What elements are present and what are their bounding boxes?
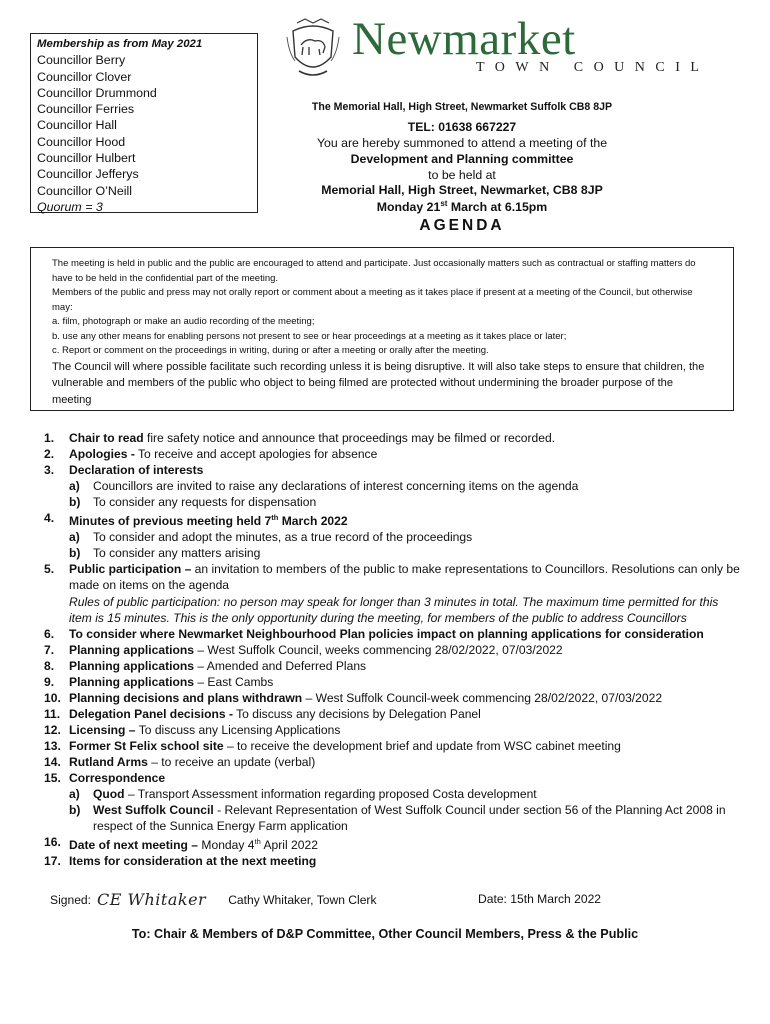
telephone: TEL: 01638 667227 <box>407 120 517 134</box>
member-name: Councillor O’Neill <box>37 183 133 198</box>
committee-name: Development and Planning committee <box>350 152 574 166</box>
clerk-name: Cathy Whitaker, Town Clerk <box>228 892 377 907</box>
member-name: Councillor Hall <box>37 118 117 133</box>
agenda-item: 14. Rutland Arms – to receive an update (verbal) <box>44 754 316 769</box>
agenda-item: 13. Former St Felix school site – to receive the development brief and update from WSC cabinet meeting <box>44 738 621 753</box>
logo-name: Newmarket <box>352 13 576 65</box>
venue: Memorial Hall, High Street, Newmarket, CB8 8JP <box>321 183 603 197</box>
public-notice-box <box>30 247 734 411</box>
agenda-item: 6. To consider where Newmarket Neighbourhood Plan policies impact on planning applications for consideration <box>44 626 704 641</box>
agenda-item: 7. Planning applications – West Suffolk Council, weeks commencing 28/02/2022, 07/03/2022 <box>44 642 563 657</box>
signature-row <box>50 890 377 909</box>
agenda-subitem: b) West Suffolk Council - Relevant Representation of West Suffolk Council under section 56 of the Planning Act 2008 in respect of the Sunnica Energy Farm application <box>69 803 726 834</box>
distribution-line: To: Chair & Members of D&P Committee, Other Council Members, Press & the Public <box>131 927 639 941</box>
member-name: Councillor Jefferys <box>37 167 139 182</box>
meeting-date: Monday 21st March at 6.15pm <box>376 199 548 215</box>
member-name: Councillor Drummond <box>37 85 157 100</box>
agenda-item: 16. Date of next meeting – Monday 4th April 2022 <box>44 835 318 853</box>
agenda-item: 8. Planning applications – Amended and Deferred Plans <box>44 658 367 673</box>
agenda-subitem: b) To consider any requests for dispensation <box>69 495 317 510</box>
membership-box <box>30 33 258 213</box>
agenda-item: 12. Licensing – To discuss any Licensing Applications <box>44 722 341 737</box>
agenda-item: 10. Planning decisions and plans withdrawn – West Suffolk Council-week commencing 28/02/2022, 07/03/2022 <box>44 690 663 705</box>
notice-item: c. Report or comment on the proceedings in writing, during or after a meeting or orally after the meeting. <box>52 345 489 356</box>
agenda-title: AGENDA <box>419 217 505 234</box>
member-name: Councillor Berry <box>37 53 126 68</box>
membership-heading: Membership as from May 2021 <box>37 38 203 50</box>
held-at: to be held at <box>428 168 496 182</box>
member-name: Councillor Hood <box>37 134 126 149</box>
agenda-item: 3. Declaration of interests <box>44 463 204 478</box>
notice-paragraph: The meeting is held in public and the public are encouraged to attend and participate. Just occasionally matters such as contractual or staffing matters do have to be held in the confidential part of the meeting. <box>52 258 696 284</box>
signature: CE Whitaker <box>97 890 207 909</box>
participation-rules: Rules of public participation: no person may speak for longer than 3 minutes in total. The maximum time permitted for this item is 15 minutes. This is the only opportunity during the meeting, for members of the public to address Councillors <box>69 594 719 625</box>
logo-subtitle: TOWN COUNCIL <box>476 60 710 75</box>
agenda-subitem: b) To consider any matters arising <box>69 546 261 561</box>
agenda-item: 11. Delegation Panel decisions - To discuss any decisions by Delegation Panel <box>44 706 481 721</box>
summons-text: You are hereby summoned to attend a meeting of the <box>316 136 608 150</box>
agenda-item: 15. Correspondence <box>44 771 166 786</box>
member-name: Councillor Ferries <box>37 102 135 117</box>
agenda-subitem: a) Quod – Transport Assessment information regarding proposed Costa development <box>69 787 537 802</box>
agenda-item: 4. Minutes of previous meeting held 7th March 2022 <box>44 511 348 529</box>
notice-item: b. use any other means for enabling persons not present to see or hear proceedings at a meeting as it takes place or later; <box>52 330 567 342</box>
address: The Memorial Hall, High Street, Newmarket Suffolk CB8 8JP <box>311 101 613 113</box>
signed-label: Signed: <box>50 892 92 907</box>
agenda-subitem: a) To consider and adopt the minutes, as a true record of the proceedings <box>69 530 473 545</box>
notice-item: a. film, photograph or make an audio recording of the meeting; <box>52 316 315 327</box>
council-crest-icon <box>285 17 341 81</box>
quorum: Quorum = 3 <box>37 199 103 214</box>
agenda-item: 5. Public participation – an invitation to members of the public to make representations to Councillors. Resolutions can only be made on items on the agenda <box>44 562 740 593</box>
member-name: Councillor Clover <box>37 69 132 84</box>
agenda-item: 2. Apologies - To receive and accept apologies for absence <box>44 447 378 462</box>
agenda-item: 17. Items for consideration at the next meeting <box>44 854 317 869</box>
signed-date: Date: 15th March 2022 <box>478 892 602 906</box>
member-name: Councillor Hulbert <box>37 151 136 166</box>
agenda-item: 9. Planning applications – East Cambs <box>44 674 274 689</box>
agenda-list <box>44 430 744 869</box>
agenda-item: 1. Chair to read fire safety notice and announce that proceedings may be filmed or recorded. <box>44 431 556 445</box>
notice-paragraph: The Council will where possible facilitate such recording unless it is being disruptive. It will also take steps to ensure that children, the vulnerable and members of the public who object to being filmed are protected without undermining the broader purpose of the meeting <box>52 360 705 406</box>
agenda-subitem: a) Councillors are invited to raise any declarations of interest concerning items on the agenda <box>69 479 579 494</box>
notice-paragraph: Members of the public and press may not orally report or comment about a meeting as it takes place if present at a meeting of the Council, but otherwise may: <box>52 287 693 313</box>
